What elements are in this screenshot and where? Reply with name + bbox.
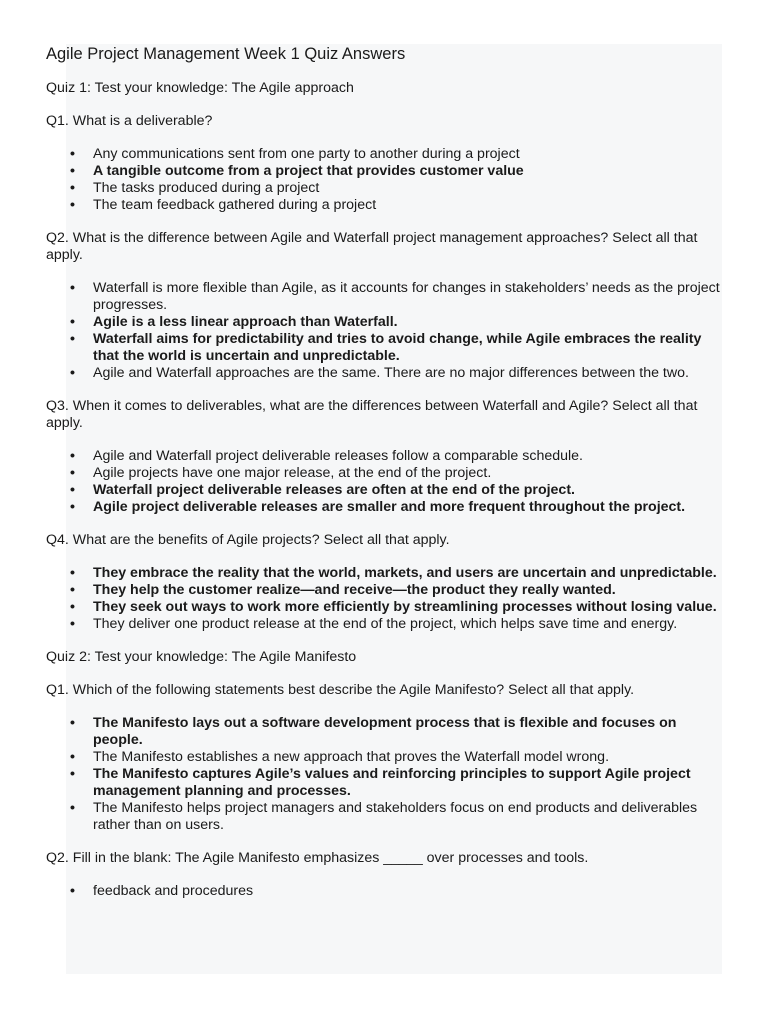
question-text: Q1. What is a deliverable? xyxy=(46,113,213,129)
question-text: Q2. What is the difference between Agile and Waterfall project management approaches? Select all that apply. xyxy=(46,230,698,263)
document-content xyxy=(46,44,722,916)
answer-list xyxy=(46,146,722,214)
answer-list xyxy=(46,565,722,633)
answer-option: • feedback and procedures xyxy=(46,883,722,900)
answer-list xyxy=(46,715,722,834)
quiz-heading: Quiz 1: Test your knowledge: The Agile approach xyxy=(46,80,354,96)
answer-option-correct: • Agile project deliverable releases are smaller and more frequent throughout the project. xyxy=(46,499,722,516)
answer-list xyxy=(46,883,722,900)
answer-option: • Agile and Waterfall approaches are the same. There are no major differences between the two. xyxy=(46,365,722,382)
question-text: Q4. What are the benefits of Agile projects? Select all that apply. xyxy=(46,532,450,548)
answer-option-correct: • They embrace the reality that the world, markets, and users are uncertain and unpredictable. xyxy=(46,565,722,582)
answer-option: • Any communications sent from one party to another during a project xyxy=(46,146,722,163)
answer-option: • The Manifesto helps project managers and stakeholders focus on end products and deliverables rather than on users. xyxy=(46,800,722,834)
answer-option: • The team feedback gathered during a project xyxy=(46,197,722,214)
answer-option-correct: • The Manifesto captures Agile’s values and reinforcing principles to support Agile project management planning and processes. xyxy=(46,766,722,800)
answer-option: • Waterfall is more flexible than Agile, as it accounts for changes in stakeholders’ needs as the project progresses. xyxy=(46,280,722,314)
answer-list xyxy=(46,448,722,516)
answer-option: • They deliver one product release at the end of the project, which helps save time and energy. xyxy=(46,616,722,633)
question-text: Q1. Which of the following statements best describe the Agile Manifesto? Select all that apply. xyxy=(46,682,635,698)
question-text: Q2. Fill in the blank: The Agile Manifesto emphasizes _____ over processes and tools. xyxy=(46,850,589,866)
quiz-heading: Quiz 2: Test your knowledge: The Agile Manifesto xyxy=(46,649,357,665)
answer-list xyxy=(46,280,722,382)
document-title: Agile Project Management Week 1 Quiz Answers xyxy=(46,45,406,63)
answer-option-correct: • They seek out ways to work more efficiently by streamlining processes without losing value. xyxy=(46,599,722,616)
answer-option-correct: • Waterfall aims for predictability and tries to avoid change, while Agile embraces the reality that the world is uncertain and unpredictable. xyxy=(46,331,722,365)
question-text: Q3. When it comes to deliverables, what are the differences between Waterfall and Agile? Select all that apply. xyxy=(46,398,698,431)
answer-option-correct: • The Manifesto lays out a software development process that is flexible and focuses on people. xyxy=(46,715,722,749)
answer-option-correct: • A tangible outcome from a project that provides customer value xyxy=(46,163,722,180)
answer-option-correct: • Agile is a less linear approach than Waterfall. xyxy=(46,314,722,331)
answer-option-correct: • Waterfall project deliverable releases are often at the end of the project. xyxy=(46,482,722,499)
answer-option: • Agile projects have one major release, at the end of the project. xyxy=(46,465,722,482)
answer-option-correct: • They help the customer realize—and receive—the product they really wanted. xyxy=(46,582,722,599)
answer-option: • The Manifesto establishes a new approach that proves the Waterfall model wrong. xyxy=(46,749,722,766)
answer-option: • The tasks produced during a project xyxy=(46,180,722,197)
answer-option: • Agile and Waterfall project deliverable releases follow a comparable schedule. xyxy=(46,448,722,465)
